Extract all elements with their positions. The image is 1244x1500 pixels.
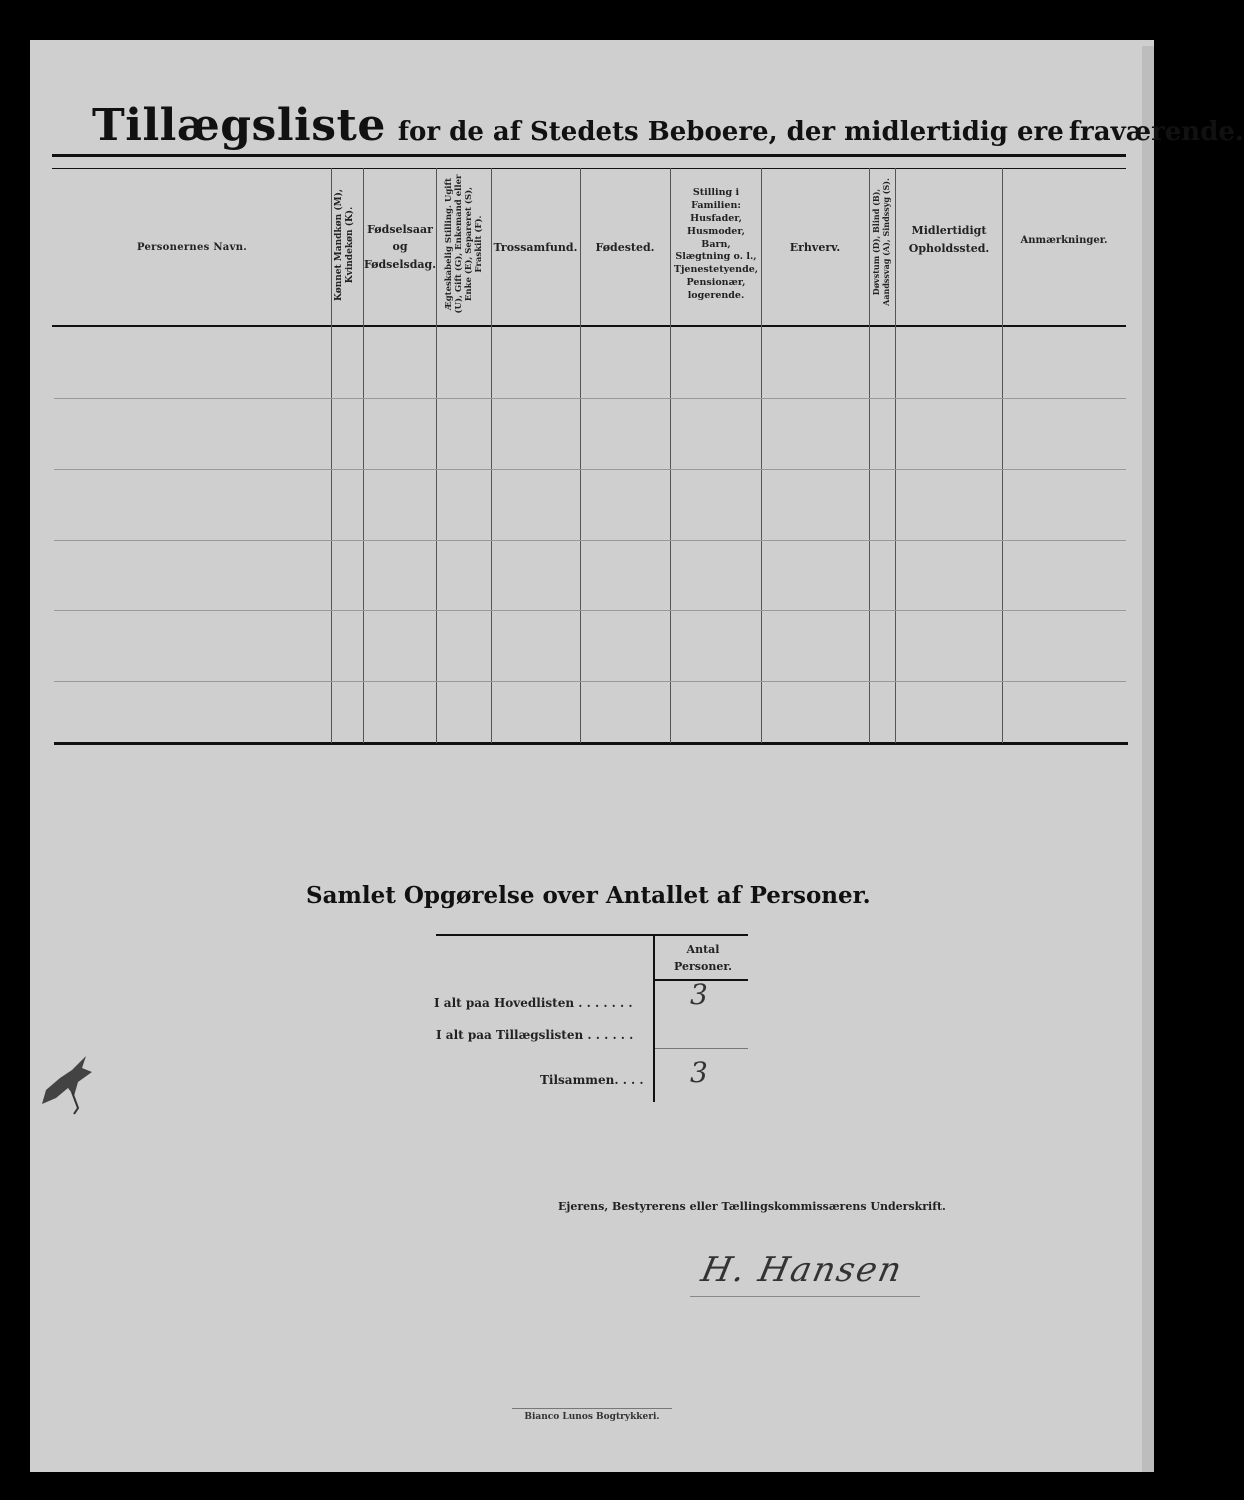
col-header-temporary-residence: Midlertidigt Opholdssted. <box>908 224 990 255</box>
count-main-list: 3 <box>690 978 708 1011</box>
form-title-main: Tillægsliste <box>92 100 386 151</box>
col-header-birth: Fødselsaar og Fødselsdag. <box>363 222 437 271</box>
col-header-sex: Kønnet Mandkøn (M), Kvindekøn (K). <box>334 189 355 301</box>
col-header-remarks: Anmærkninger. <box>1020 234 1108 246</box>
col-divider <box>670 168 671 743</box>
form-title-emphasis: fraværende. <box>1068 117 1244 147</box>
signature-handwritten: H. Hansen <box>697 1250 907 1290</box>
col-header-birthplace: Fødested. <box>595 240 655 254</box>
summary-label-supplement-list: I alt paa Tillægslisten . . . . . . <box>436 1028 634 1042</box>
row-line <box>54 469 1126 470</box>
table-top-rule-thin <box>52 168 1126 169</box>
summary-title: Samlet Opgørelse over Antallet af Personer. <box>306 882 871 909</box>
summary-top-rule <box>436 934 748 936</box>
signature-caption: Ejerens, Bestyrerens eller Tællingskommissærens Underskrift. <box>558 1200 946 1213</box>
table-top-rule <box>52 154 1126 157</box>
summary-total-rule <box>655 1048 748 1049</box>
table-bottom-rule <box>54 742 1128 745</box>
col-header-name: Personernes Navn. <box>136 241 248 253</box>
col-header-religion: Trossamfund. <box>493 240 578 254</box>
count-total: 3 <box>690 1056 708 1089</box>
col-divider <box>436 168 437 743</box>
summary-divider <box>653 936 655 1102</box>
printer-rule <box>512 1408 672 1409</box>
form-title <box>92 100 1244 152</box>
signature-line <box>690 1296 920 1297</box>
col-header-marital: Ægteskabelig Stilling. Ugift (U), Gift (G), Enkemand eller Enke (E), Separeret (S), Fraskilt (F). <box>443 174 485 314</box>
row-line <box>54 540 1126 541</box>
sheet-edge <box>1142 46 1154 1472</box>
row-line <box>54 398 1126 399</box>
summary-label-main-list: I alt paa Hovedlisten . . . . . . . <box>434 996 633 1010</box>
form-title-sub: for de af Stedets Beboere, der midlertidig ere <box>397 117 1064 147</box>
row-line <box>54 681 1126 682</box>
col-header-occupation: Erhverv. <box>789 240 841 254</box>
ink-stain <box>38 1048 98 1118</box>
col-header-family-position: Stilling i Familien: Husfader, Husmoder, Barn, Slægtning o. l., Tjenestetyende, Pensionær, logerende. <box>673 187 759 301</box>
count-header: Antal Personer. <box>674 943 732 973</box>
col-header-disability: Døvstum (D), Blind (B), Aandssvag (A), Sindssyg (S). <box>871 178 891 306</box>
col-divider <box>1002 168 1003 743</box>
printer-imprint: Bianco Lunos Bogtrykkeri. <box>524 1412 660 1422</box>
col-divider <box>895 168 896 743</box>
summary-label-total: Tilsammen. . . . <box>540 1073 644 1087</box>
row-line <box>54 610 1126 611</box>
header-bottom-rule <box>52 325 1126 327</box>
